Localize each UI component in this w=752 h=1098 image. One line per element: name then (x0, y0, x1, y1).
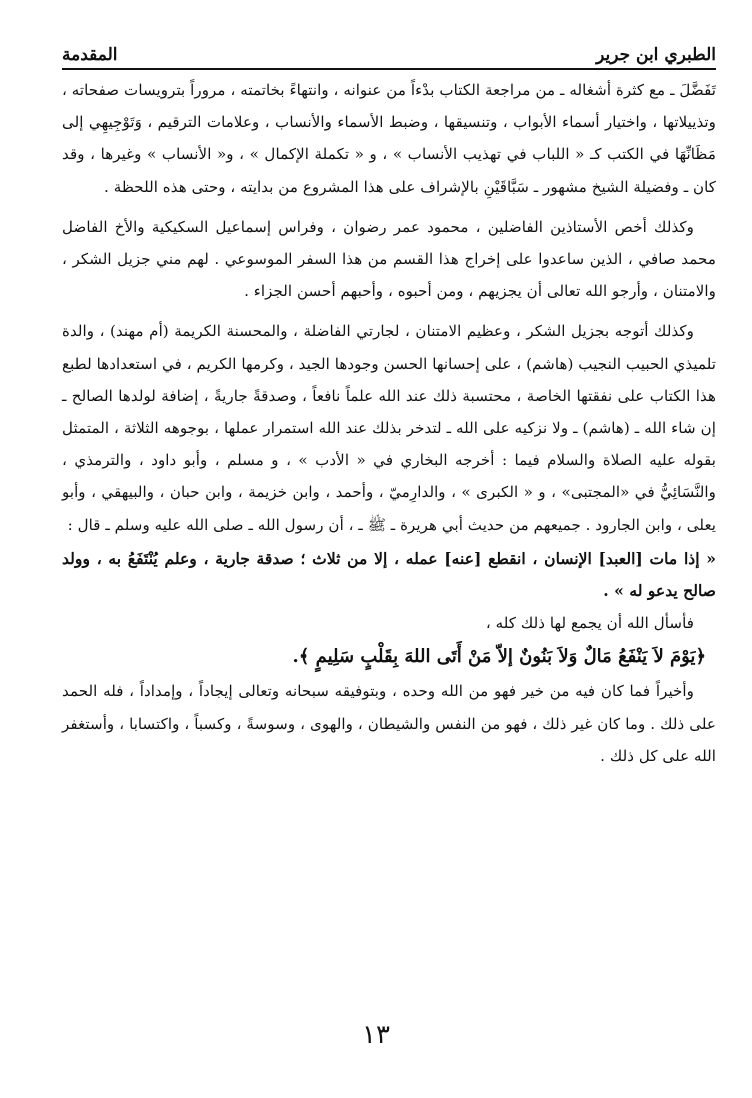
page-number: ١٣ (362, 1020, 390, 1050)
paragraph-4: وأخيراً فما كان فيه من خير فهو من الله وحده ، وبتوفيقه سبحانه وتعالى إيجاداً ، وإمداداً ، فله الحمد على ذلك . وما كان غير ذلك ، فهو من النفس والشيطان ، والهوى ، وسوسةً ، وكسباً ، واكتسابا ، وأستغفر الله على كل ذلك . (62, 682, 716, 765)
page-body (62, 74, 716, 772)
running-header (62, 30, 716, 70)
paragraph-3: وكذلك أتوجه بجزيل الشكر ، وعظيم الامتنان ، لجارتي الفاضلة ، والمحسنة الكريمة (أم مهند) ، والدة تلميذي الحبيب النجيب (هاشم) ، على إحسانها الحسن وجودها الجيد ، وكرمها الكريم ، في استعدادها لطبع هذا الكتاب على نفقتها الخاصة ، محتسبة ذلك عند الله علماً نافعاً ، وصدقةً جاريةً ، إضافة لولدها الصالح ـ إن شاء الله ـ (هاشم) ـ ولا نزكيه على الله ـ لتدخر بذلك عند الله استمرار عملها ، بوجوهه الثلاثة ، المتمثل بقوله عليه الصلاة والسلام فيما : أخرجه البخاري في « الأدب » ، و مسلم ، وأبو داود ، والترمذي ، والنَّسَائِيُّ في «المجتبى» ، و « الكبرى » ، والدارِميّ ، وأحمد ، وابن خزيمة ، وابن حبان ، والبيهقي ، وأبو يعلى ، وابن الجارود . جميعهم من حديث أبي هريرة ـ ﷺ ـ ، أن رسول الله ـ صلى الله عليه وسلم ـ قال : (62, 322, 716, 534)
paragraph-1: تَفَضَّلَ ـ مع كثرة أشغاله ـ من مراجعة الكتاب بدْءاً من عنوانه ، وانتهاءً بخاتمته ، مروراً بترويسات صفحاته ، وتذييلاتها ، واختيار أسماء الأبواب ، وتنسيقها ، وضبط الأسماء والأنساب ، وعلامات الترقيم ، وَتَوْجِيهِي إلى مَظَانِّهَا في الكتب كـ « اللباب في تهذيب الأنساب » ، و « تكملة الإكمال » ، و« الأنساب » وغيرها ، وقد كان ـ وفضيلة الشيخ مشهور ـ سَبَّاقَيْنِ بالإشراف على هذا المشروع من بدايته ، وحتى هذه اللحظة . (62, 81, 716, 196)
quran-verse: ﴿يَوْمَ لاَ يَنْفَعُ مَالٌ وَلاَ بَنُونٌ إلاّ مَنْ أَتَى اللهَ بِقَلْبٍ سَلِيمٍ ﴾. (292, 646, 706, 668)
paragraph-2: وكذلك أخص الأستاذين الفاضلين ، محمود عمر رضوان ، وفراس إسماعيل السكيكية والأخ الفاضل محمد صافي ، الذين ساعدوا على إخراج هذا القسم من هذا السفر الموسوعي . لهم مني جزيل الشكر ، والامتنان ، وأرجو الله تعالى أن يجزيهم ، ومن أحبوه ، وأحبهم أحسن الجزاء . (62, 217, 716, 301)
header-book-title: الطبري ابن جرير (596, 45, 716, 65)
header-section-title: المقدمة (62, 45, 118, 65)
hadith-quote: « إذا مات [العبد] الإنسان ، انقطع [عنه] عمله ، إلا من ثلاث ؛ صدقة جارية ، وعلم يُنْتَفَعُ به ، وولد صالح يدعو له » . (62, 548, 716, 601)
prayer-line: فأسأل الله أن يجمع لها ذلك كله ، (485, 614, 694, 633)
